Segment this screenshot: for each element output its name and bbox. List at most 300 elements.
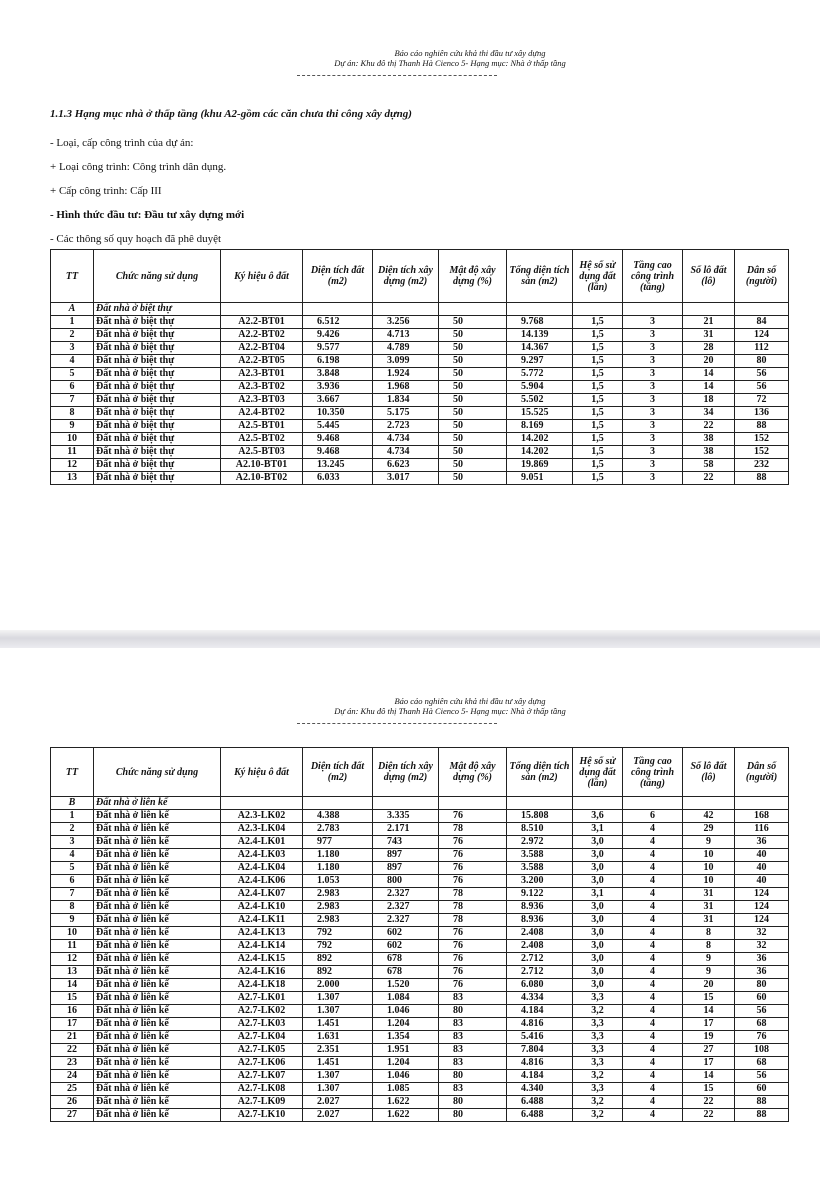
table-cell: 232	[735, 459, 789, 472]
table-cell: 2.783	[303, 823, 373, 836]
table-cell: 50	[439, 394, 507, 407]
table-cell: 1,5	[573, 342, 623, 355]
table-cell: 4.334	[507, 992, 573, 1005]
table-cell: 88	[735, 420, 789, 433]
table-cell: 4	[623, 1109, 683, 1122]
table-cell: 1.180	[303, 862, 373, 875]
table-row	[51, 992, 789, 1005]
table-cell: 1.968	[373, 381, 439, 394]
table-cell: 14.367	[507, 342, 573, 355]
header-line-1: Báo cáo nghiên cứu khả thi đầu tư xây dựng	[394, 696, 546, 706]
table-cell: 88	[735, 1096, 789, 1109]
table-cell: A2.7-LK02	[221, 1005, 303, 1018]
table-cell: 19.869	[507, 459, 573, 472]
table-cell: 152	[735, 446, 789, 459]
table-cell: 3,0	[573, 979, 623, 992]
table-cell: 38	[683, 446, 735, 459]
table-row	[51, 420, 789, 433]
table-cell: 3	[623, 446, 683, 459]
table-cell: 4	[623, 1005, 683, 1018]
table-cell: A2.4-LK16	[221, 966, 303, 979]
empty-cell	[373, 797, 439, 810]
table-cell: 3,0	[573, 966, 623, 979]
table-cell: 14	[51, 979, 94, 992]
table-cell: A2.4-LK07	[221, 888, 303, 901]
table-cell: 13	[51, 472, 94, 485]
table-cell: 2.408	[507, 940, 573, 953]
table-cell: 6	[51, 381, 94, 394]
table-cell: 2.712	[507, 953, 573, 966]
table-cell: 80	[735, 979, 789, 992]
table-cell: 2.327	[373, 888, 439, 901]
table-cell: 1.951	[373, 1044, 439, 1057]
table-cell: Đất nhà ở liên kế	[94, 823, 221, 836]
table-cell: 56	[735, 1005, 789, 1018]
table-cell: A2.7-LK06	[221, 1057, 303, 1070]
table-cell: 8	[51, 901, 94, 914]
table-cell: 4	[623, 1083, 683, 1096]
table-cell: 16	[51, 1005, 94, 1018]
table-cell: 50	[439, 459, 507, 472]
table-cell: 5	[51, 862, 94, 875]
table-cell: 28	[683, 342, 735, 355]
table-cell: 1,5	[573, 446, 623, 459]
table-cell: 2.712	[507, 966, 573, 979]
table-cell: 78	[439, 914, 507, 927]
table-cell: Đất nhà ở liên kế	[94, 849, 221, 862]
table-cell: 3.256	[373, 316, 439, 329]
table-cell: 76	[439, 927, 507, 940]
table-cell: 6.488	[507, 1096, 573, 1109]
table-cell: 3,3	[573, 1083, 623, 1096]
table-cell: A2.3-BT02	[221, 381, 303, 394]
table-cell: 1.084	[373, 992, 439, 1005]
table-cell: 678	[373, 953, 439, 966]
table-cell: 7.804	[507, 1044, 573, 1057]
table-cell: 6.198	[303, 355, 373, 368]
header-line-1: Báo cáo nghiên cứu khả thi đầu tư xây dựng	[394, 48, 546, 58]
table-cell: 1.451	[303, 1018, 373, 1031]
table-cell: 800	[373, 875, 439, 888]
table-cell: 78	[439, 901, 507, 914]
table-cell: 22	[683, 472, 735, 485]
table-cell: 50	[439, 420, 507, 433]
table-cell: 76	[439, 862, 507, 875]
table-cell: 14	[683, 1005, 735, 1018]
table-cell: 32	[735, 927, 789, 940]
table-cell: 5.904	[507, 381, 573, 394]
table-cell: A2.4-LK06	[221, 875, 303, 888]
table-cell: Đất nhà ở liên kế	[94, 836, 221, 849]
table-cell: A2.2-BT04	[221, 342, 303, 355]
table-row	[51, 342, 789, 355]
column-header: Ký hiệu ô đất	[221, 748, 303, 797]
table-cell: 3.848	[303, 368, 373, 381]
table-cell: 1,5	[573, 394, 623, 407]
table-cell: 31	[683, 914, 735, 927]
table-cell: 8.936	[507, 914, 573, 927]
table-cell: 9.297	[507, 355, 573, 368]
table-cell: Đất nhà ở biệt thự	[94, 329, 221, 342]
table-cell: 3.017	[373, 472, 439, 485]
table-cell: 76	[439, 849, 507, 862]
table-cell: A2.3-BT01	[221, 368, 303, 381]
table-row	[51, 459, 789, 472]
table-row	[51, 446, 789, 459]
column-header: Tổng diện tích sàn (m2)	[507, 748, 573, 797]
table-cell: 3,0	[573, 862, 623, 875]
table-row	[51, 953, 789, 966]
table-cell: 1.307	[303, 1005, 373, 1018]
table-cell: 602	[373, 927, 439, 940]
table-cell: 3,1	[573, 888, 623, 901]
table-cell: 31	[683, 901, 735, 914]
table-cell: 4	[623, 901, 683, 914]
table-cell: 4.184	[507, 1005, 573, 1018]
table-cell: 25	[51, 1083, 94, 1096]
table-cell: 23	[51, 1057, 94, 1070]
table-cell: 9	[683, 953, 735, 966]
table-cell: 3,0	[573, 914, 623, 927]
table-cell: 6.033	[303, 472, 373, 485]
empty-cell	[573, 797, 623, 810]
table-cell: 3,0	[573, 953, 623, 966]
table-cell: 20	[683, 355, 735, 368]
column-header: Mật độ xây dựng (%)	[439, 250, 507, 303]
table-cell: 1.180	[303, 849, 373, 862]
table-cell: 10	[51, 927, 94, 940]
table-cell: 3,0	[573, 875, 623, 888]
page-header	[0, 696, 820, 716]
table-cell: 7	[51, 394, 94, 407]
table-cell: 3	[623, 355, 683, 368]
table-row	[51, 1057, 789, 1070]
table-row	[51, 1096, 789, 1109]
table-cell: 84	[735, 316, 789, 329]
table-cell: 78	[439, 888, 507, 901]
intro-line: - Các thông số quy hoạch đã phê duyệt	[50, 233, 222, 245]
table-cell: 22	[51, 1044, 94, 1057]
table-cell: Đất nhà ở liên kế	[94, 1083, 221, 1096]
table-cell: A2.4-BT02	[221, 407, 303, 420]
page-header	[0, 48, 820, 68]
column-header: Tổng diện tích sàn (m2)	[507, 250, 573, 303]
table-cell: Đất nhà ở biệt thự	[94, 316, 221, 329]
empty-cell	[439, 303, 507, 316]
table-cell: 1.204	[373, 1018, 439, 1031]
table-cell: 6	[623, 810, 683, 823]
table-cell: 1.046	[373, 1070, 439, 1083]
table-cell: 4	[623, 914, 683, 927]
table-cell: 42	[683, 810, 735, 823]
table-cell: Đất nhà ở liên kế	[94, 1109, 221, 1122]
table-cell: 3,1	[573, 823, 623, 836]
table-cell: 14.139	[507, 329, 573, 342]
table-cell: A2.7-LK07	[221, 1070, 303, 1083]
table-cell: Đất nhà ở liên kế	[94, 940, 221, 953]
empty-cell	[507, 303, 573, 316]
table-cell: 4	[623, 875, 683, 888]
table-cell: 2.408	[507, 927, 573, 940]
table-cell: 40	[735, 862, 789, 875]
table-cell: 897	[373, 849, 439, 862]
column-header: Hệ số sử dụng đất (lần)	[573, 250, 623, 303]
empty-cell	[735, 303, 789, 316]
table-cell: 2.000	[303, 979, 373, 992]
table-cell: 3	[623, 407, 683, 420]
column-header: Hệ số sử dụng đất (lần)	[573, 748, 623, 797]
table-cell: 9.468	[303, 446, 373, 459]
table-cell: 4.789	[373, 342, 439, 355]
empty-cell	[573, 303, 623, 316]
table-cell: Đất nhà ở liên kế	[94, 901, 221, 914]
table-cell: Đất nhà ở biệt thự	[94, 420, 221, 433]
table-cell: 1,5	[573, 368, 623, 381]
table-cell: A2.5-BT01	[221, 420, 303, 433]
table-cell: 9.768	[507, 316, 573, 329]
column-header: Số lô đất (lô)	[683, 748, 735, 797]
table-cell: 3.667	[303, 394, 373, 407]
table-cell: 6.488	[507, 1109, 573, 1122]
table-cell: 1.622	[373, 1109, 439, 1122]
table-cell: 3,2	[573, 1070, 623, 1083]
table-row	[51, 329, 789, 342]
table-row	[51, 875, 789, 888]
table-cell: 1	[51, 810, 94, 823]
group-code: B	[51, 797, 94, 810]
table-cell: 3	[623, 459, 683, 472]
table-cell: 2.351	[303, 1044, 373, 1057]
table-cell: 124	[735, 888, 789, 901]
table-cell: 50	[439, 368, 507, 381]
empty-cell	[735, 797, 789, 810]
table-cell: A2.4-LK11	[221, 914, 303, 927]
table-cell: 2.171	[373, 823, 439, 836]
table-cell: 3.099	[373, 355, 439, 368]
empty-cell	[303, 797, 373, 810]
table-cell: 2.972	[507, 836, 573, 849]
table-cell: 4	[623, 1096, 683, 1109]
table-row	[51, 862, 789, 875]
column-header: TT	[51, 250, 94, 303]
column-header: Tầng cao công trình (tầng)	[623, 748, 683, 797]
table-cell: 4.734	[373, 446, 439, 459]
table-cell: 36	[735, 953, 789, 966]
table-row	[51, 394, 789, 407]
table-cell: 17	[683, 1018, 735, 1031]
intro-line: - Hình thức đầu tư: Đầu tư xây dựng mới	[50, 209, 245, 221]
table-cell: 3.936	[303, 381, 373, 394]
table-cell: A2.10-BT02	[221, 472, 303, 485]
table-cell: 50	[439, 472, 507, 485]
table-cell: 60	[735, 992, 789, 1005]
villa-land-table	[50, 249, 789, 485]
table-cell: 2.983	[303, 914, 373, 927]
table-cell: 15	[51, 992, 94, 1005]
table-cell: A2.7-LK01	[221, 992, 303, 1005]
table-cell: Đất nhà ở biệt thự	[94, 472, 221, 485]
table-cell: Đất nhà ở liên kế	[94, 1018, 221, 1031]
table-cell: 2.983	[303, 901, 373, 914]
table-cell: 24	[51, 1070, 94, 1083]
table-cell: 2.723	[373, 420, 439, 433]
table-cell: 3,0	[573, 836, 623, 849]
table-cell: A2.4-LK15	[221, 953, 303, 966]
table-cell: 4	[623, 849, 683, 862]
table-cell: 15.808	[507, 810, 573, 823]
table-cell: 56	[735, 368, 789, 381]
column-header: Ký hiệu ô đất	[221, 250, 303, 303]
table-cell: 80	[439, 1005, 507, 1018]
table-cell: 83	[439, 1057, 507, 1070]
table-cell: 50	[439, 355, 507, 368]
table-cell: 50	[439, 381, 507, 394]
table-cell: 8	[683, 927, 735, 940]
table-cell: 1.354	[373, 1031, 439, 1044]
table-cell: 897	[373, 862, 439, 875]
table-cell: 3	[623, 368, 683, 381]
table-cell: 4	[51, 849, 94, 862]
table-cell: 3,0	[573, 901, 623, 914]
table-cell: 1.622	[373, 1096, 439, 1109]
table-cell: 14.202	[507, 446, 573, 459]
table-cell: 6	[51, 875, 94, 888]
column-header: TT	[51, 748, 94, 797]
table-cell: 76	[439, 953, 507, 966]
table-cell: A2.3-LK04	[221, 823, 303, 836]
table-cell: 4	[623, 927, 683, 940]
table-cell: 9.122	[507, 888, 573, 901]
table-cell: 9.577	[303, 342, 373, 355]
table-cell: Đất nhà ở biệt thự	[94, 381, 221, 394]
table-row	[51, 849, 789, 862]
table-cell: 10	[683, 875, 735, 888]
column-header: Diện tích đất (m2)	[303, 748, 373, 797]
table-cell: 3.588	[507, 862, 573, 875]
intro-section	[50, 108, 770, 251]
column-header: Diện tích đất (m2)	[303, 250, 373, 303]
table-header-row	[51, 748, 789, 797]
table-cell: 32	[735, 940, 789, 953]
table-cell: Đất nhà ở liên kế	[94, 1044, 221, 1057]
table-cell: 6.080	[507, 979, 573, 992]
table-cell: Đất nhà ở biệt thự	[94, 459, 221, 472]
table-cell: 10	[683, 849, 735, 862]
table-cell: 4	[623, 1044, 683, 1057]
group-label: Đất nhà ở liên kế	[94, 797, 221, 810]
table-cell: 8.169	[507, 420, 573, 433]
table-cell: 124	[735, 329, 789, 342]
table-row	[51, 979, 789, 992]
table-cell: 14	[683, 381, 735, 394]
table-row	[51, 316, 789, 329]
table-cell: 7	[51, 888, 94, 901]
table-cell: 9	[51, 420, 94, 433]
table-cell: 4	[623, 992, 683, 1005]
table-cell: 10	[683, 862, 735, 875]
table-cell: 14.202	[507, 433, 573, 446]
table-cell: 5	[51, 368, 94, 381]
table-row	[51, 914, 789, 927]
table-cell: A2.7-LK04	[221, 1031, 303, 1044]
intro-line: - Loại, cấp công trình của dự án:	[50, 137, 194, 149]
table-cell: A2.4-LK01	[221, 836, 303, 849]
table-cell: 1,5	[573, 316, 623, 329]
table-cell: 1.631	[303, 1031, 373, 1044]
empty-cell	[221, 303, 303, 316]
table-cell: 3	[623, 394, 683, 407]
table-cell: 3,2	[573, 1109, 623, 1122]
table-cell: 26	[51, 1096, 94, 1109]
table-cell: Đất nhà ở biệt thự	[94, 433, 221, 446]
empty-cell	[623, 797, 683, 810]
table-cell: 108	[735, 1044, 789, 1057]
table-cell: A2.3-LK02	[221, 810, 303, 823]
table-cell: Đất nhà ở biệt thự	[94, 407, 221, 420]
table-cell: 21	[51, 1031, 94, 1044]
table-cell: 8	[683, 940, 735, 953]
table-row	[51, 1083, 789, 1096]
table-cell: Đất nhà ở liên kế	[94, 979, 221, 992]
table-cell: 4.184	[507, 1070, 573, 1083]
header-line-2: Dự án: Khu đô thị Thanh Hà Cienco 5- Hạng mục: Nhà ở thấp tầng	[334, 706, 566, 716]
table-cell: 83	[439, 1044, 507, 1057]
table-cell: 4	[623, 888, 683, 901]
table-cell: Đất nhà ở liên kế	[94, 1057, 221, 1070]
table-cell: 1.307	[303, 992, 373, 1005]
table-cell: 4	[623, 862, 683, 875]
table-cell: 22	[683, 1109, 735, 1122]
table-cell: 1,5	[573, 472, 623, 485]
group-code: A	[51, 303, 94, 316]
table-cell: 1,5	[573, 407, 623, 420]
table-cell: 2	[51, 823, 94, 836]
table-cell: 9.051	[507, 472, 573, 485]
table-cell: 19	[683, 1031, 735, 1044]
table-cell: 5.772	[507, 368, 573, 381]
table-cell: Đất nhà ở liên kế	[94, 953, 221, 966]
table-cell: 5.416	[507, 1031, 573, 1044]
table-cell: 2.327	[373, 901, 439, 914]
empty-cell	[439, 797, 507, 810]
table-cell: 4	[623, 940, 683, 953]
table-cell: 78	[439, 823, 507, 836]
page-separator	[0, 630, 820, 648]
table-cell: 40	[735, 875, 789, 888]
table-cell: 31	[683, 329, 735, 342]
table-body	[51, 797, 789, 1122]
table-cell: 80	[735, 355, 789, 368]
table-cell: 1.085	[373, 1083, 439, 1096]
table-cell: 9.468	[303, 433, 373, 446]
table-cell: 10.350	[303, 407, 373, 420]
table-cell: 3	[51, 836, 94, 849]
table-row	[51, 810, 789, 823]
table-cell: 12	[51, 953, 94, 966]
table-cell: A2.3-BT03	[221, 394, 303, 407]
table-cell: 80	[439, 1070, 507, 1083]
table-cell: 4.734	[373, 433, 439, 446]
table-cell: 112	[735, 342, 789, 355]
column-header: Chức năng sử dụng	[94, 748, 221, 797]
table-cell: 4.388	[303, 810, 373, 823]
table-cell: 50	[439, 316, 507, 329]
table-cell: A2.4-LK03	[221, 849, 303, 862]
empty-cell	[683, 303, 735, 316]
table-cell: 4	[623, 1057, 683, 1070]
table-row	[51, 823, 789, 836]
table-cell: 68	[735, 1018, 789, 1031]
